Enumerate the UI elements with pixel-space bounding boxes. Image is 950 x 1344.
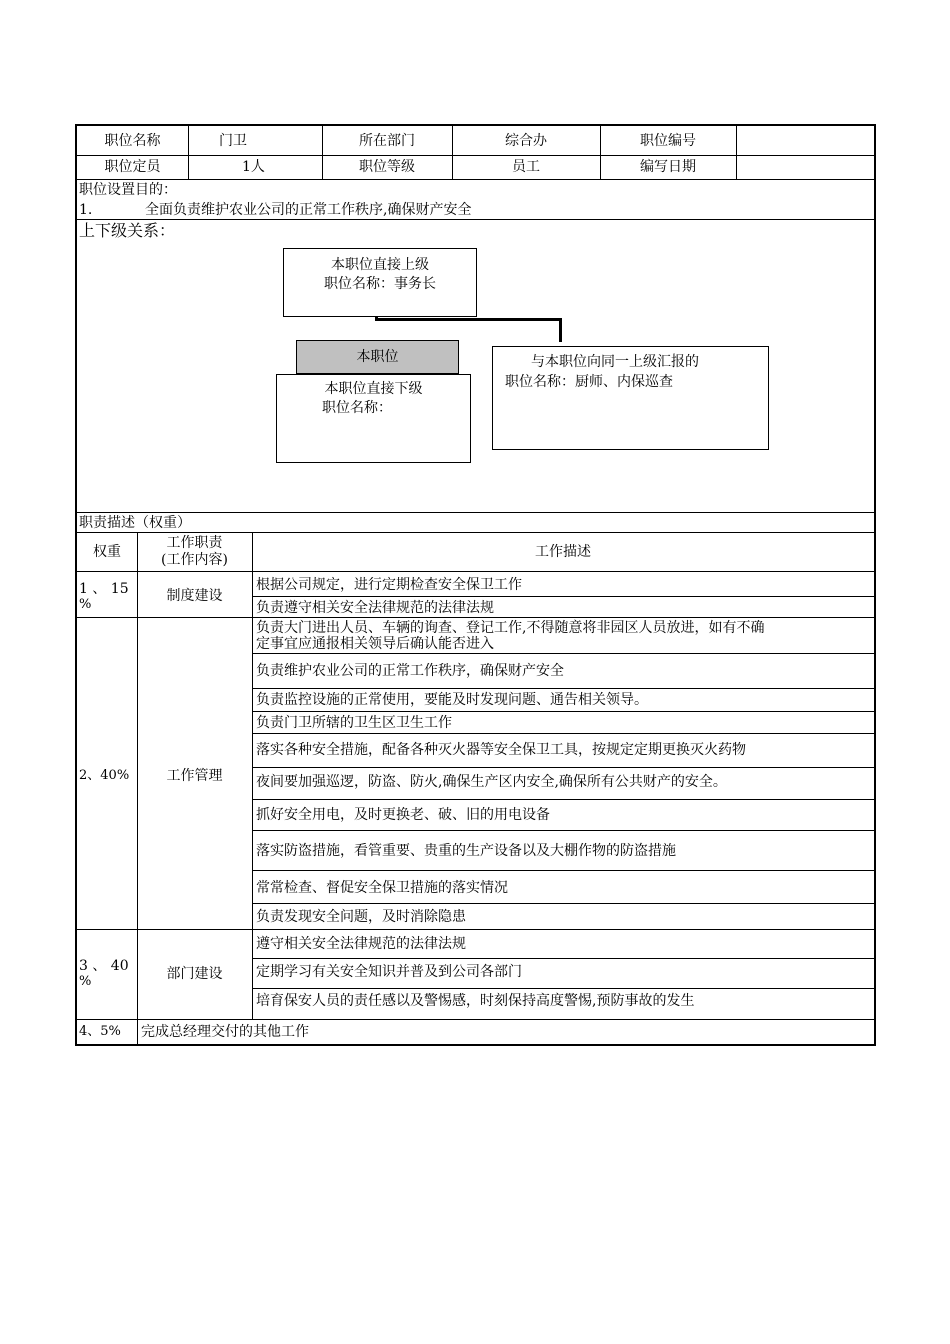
duty-item: 夜间要加强巡逻，防盗、防火,确保生产区内安全,确保所有公共财产的安全。 bbox=[256, 774, 727, 790]
group3-weight: 3 、 40 bbox=[79, 958, 129, 974]
superior-line2: 职位名称：事务长 bbox=[324, 276, 436, 292]
divider bbox=[77, 512, 874, 513]
duty-item: 抓好安全用电，及时更换老、破、旧的用电设备 bbox=[256, 807, 550, 823]
weight-column-header: 权重 bbox=[93, 544, 121, 560]
duty-item: 常常检查、督促安全保卫措施的落实情况 bbox=[256, 880, 508, 896]
connector bbox=[559, 318, 562, 342]
divider bbox=[77, 219, 874, 220]
divider bbox=[252, 653, 874, 654]
divider bbox=[77, 179, 874, 180]
self-position-label: 本职位 bbox=[356, 349, 399, 365]
duty-item: 培育保安人员的责任感以及警惕感，时刻保持高度警惕,预防事故的发生 bbox=[256, 993, 695, 1009]
subordinate-box bbox=[276, 374, 471, 463]
divider bbox=[77, 929, 874, 930]
purpose-text: 全面负责维护农业公司的正常工作秩序,确保财产安全 bbox=[145, 202, 472, 218]
superior-line1: 本职位直接上级 bbox=[331, 257, 429, 273]
purpose-number: 1. bbox=[79, 202, 93, 218]
date-label: 编写日期 bbox=[640, 159, 696, 175]
group2-weight: 2、40% bbox=[79, 768, 130, 783]
duty-item: 负责监控设施的正常使用，要能及时发现问题、通告相关领导。 bbox=[256, 692, 648, 708]
divider bbox=[252, 799, 874, 800]
duty-item: 负责发现安全问题，及时消除隐患 bbox=[256, 909, 466, 925]
divider bbox=[252, 711, 874, 712]
description-column-header: 工作描述 bbox=[535, 544, 591, 560]
divider bbox=[77, 571, 874, 572]
department-value: 综合办 bbox=[505, 133, 547, 149]
duty-item: 根据公司规定，进行定期检查安全保卫工作 bbox=[256, 577, 522, 593]
divider bbox=[252, 532, 253, 1020]
department-label: 所在部门 bbox=[359, 133, 415, 149]
group3-name: 部门建设 bbox=[166, 966, 223, 982]
superior-box bbox=[283, 248, 477, 317]
divider bbox=[188, 126, 189, 179]
peer-box bbox=[492, 346, 769, 450]
duty-item: 负责门卫所辖的卫生区卫生工作 bbox=[256, 715, 452, 731]
duty-column-header-sub: (工作内容) bbox=[161, 552, 228, 568]
headcount-value: 1人 bbox=[242, 159, 265, 175]
group3-weight-percent: % bbox=[79, 974, 92, 989]
group1-weight-percent: % bbox=[79, 597, 92, 612]
duty-item: 负责维护农业公司的正常工作秩序，确保财产安全 bbox=[256, 663, 564, 679]
group4-weight: 4、5% bbox=[79, 1024, 121, 1039]
subordinate-line1: 本职位直接下级 bbox=[324, 381, 423, 397]
subordinate-line2: 职位名称： bbox=[322, 400, 392, 416]
peer-line2: 职位名称：厨师、内保巡查 bbox=[505, 374, 673, 390]
duty-item-continued: 定事宜应通报相关领导后确认能否进入 bbox=[256, 636, 494, 652]
grade-value: 员工 bbox=[512, 159, 540, 175]
divider bbox=[252, 830, 874, 831]
duty-item: 落实各种安全措施，配备各种灭火器等安全保卫工具，按规定定期更换灭火药物 bbox=[256, 742, 746, 758]
divider bbox=[252, 767, 874, 768]
job-description-sheet bbox=[75, 124, 876, 1046]
divider bbox=[252, 958, 874, 959]
divider bbox=[77, 1019, 874, 1020]
divider bbox=[252, 903, 874, 904]
duties-title: 职责描述（权重） bbox=[79, 515, 191, 531]
divider bbox=[252, 688, 874, 689]
divider bbox=[77, 532, 874, 533]
divider bbox=[252, 596, 874, 597]
connector bbox=[375, 318, 561, 321]
peer-line1: 与本职位向同一上级汇报的 bbox=[531, 354, 699, 370]
position-code-label: 职位编号 bbox=[640, 133, 696, 149]
group1-weight: 1 、 15 bbox=[79, 581, 129, 597]
duty-item: 定期学习有关安全知识并普及到公司各部门 bbox=[256, 964, 522, 980]
group1-name: 制度建设 bbox=[166, 588, 223, 604]
position-name-value: 门卫 bbox=[219, 133, 247, 149]
duty-item: 落实防盗措施，看管重要、贵重的生产设备以及大棚作物的防盗措施 bbox=[256, 843, 676, 859]
divider bbox=[252, 988, 874, 989]
divider bbox=[252, 870, 874, 871]
divider bbox=[736, 126, 737, 179]
headcount-label: 职位定员 bbox=[104, 159, 161, 175]
group4-text: 完成总经理交付的其他工作 bbox=[141, 1024, 309, 1040]
duty-item: 遵守相关安全法律规范的法律法规 bbox=[256, 936, 466, 952]
divider bbox=[77, 155, 874, 156]
divider bbox=[252, 733, 874, 734]
relations-title: 上下级关系： bbox=[79, 221, 176, 240]
group2-name: 工作管理 bbox=[166, 768, 223, 784]
grade-label: 职位等级 bbox=[359, 159, 415, 175]
self-position-box bbox=[296, 340, 459, 374]
position-name-label: 职位名称 bbox=[104, 133, 161, 149]
duty-item: 负责大门进出人员、车辆的询查、登记工作,不得随意将非园区人员放进，如有不确 bbox=[256, 620, 765, 636]
duty-column-header: 工作职责 bbox=[166, 535, 223, 551]
divider bbox=[77, 617, 874, 618]
duty-item: 负责遵守相关安全法律规范的法律法规 bbox=[256, 600, 494, 616]
purpose-title: 职位设置目的： bbox=[79, 182, 177, 198]
